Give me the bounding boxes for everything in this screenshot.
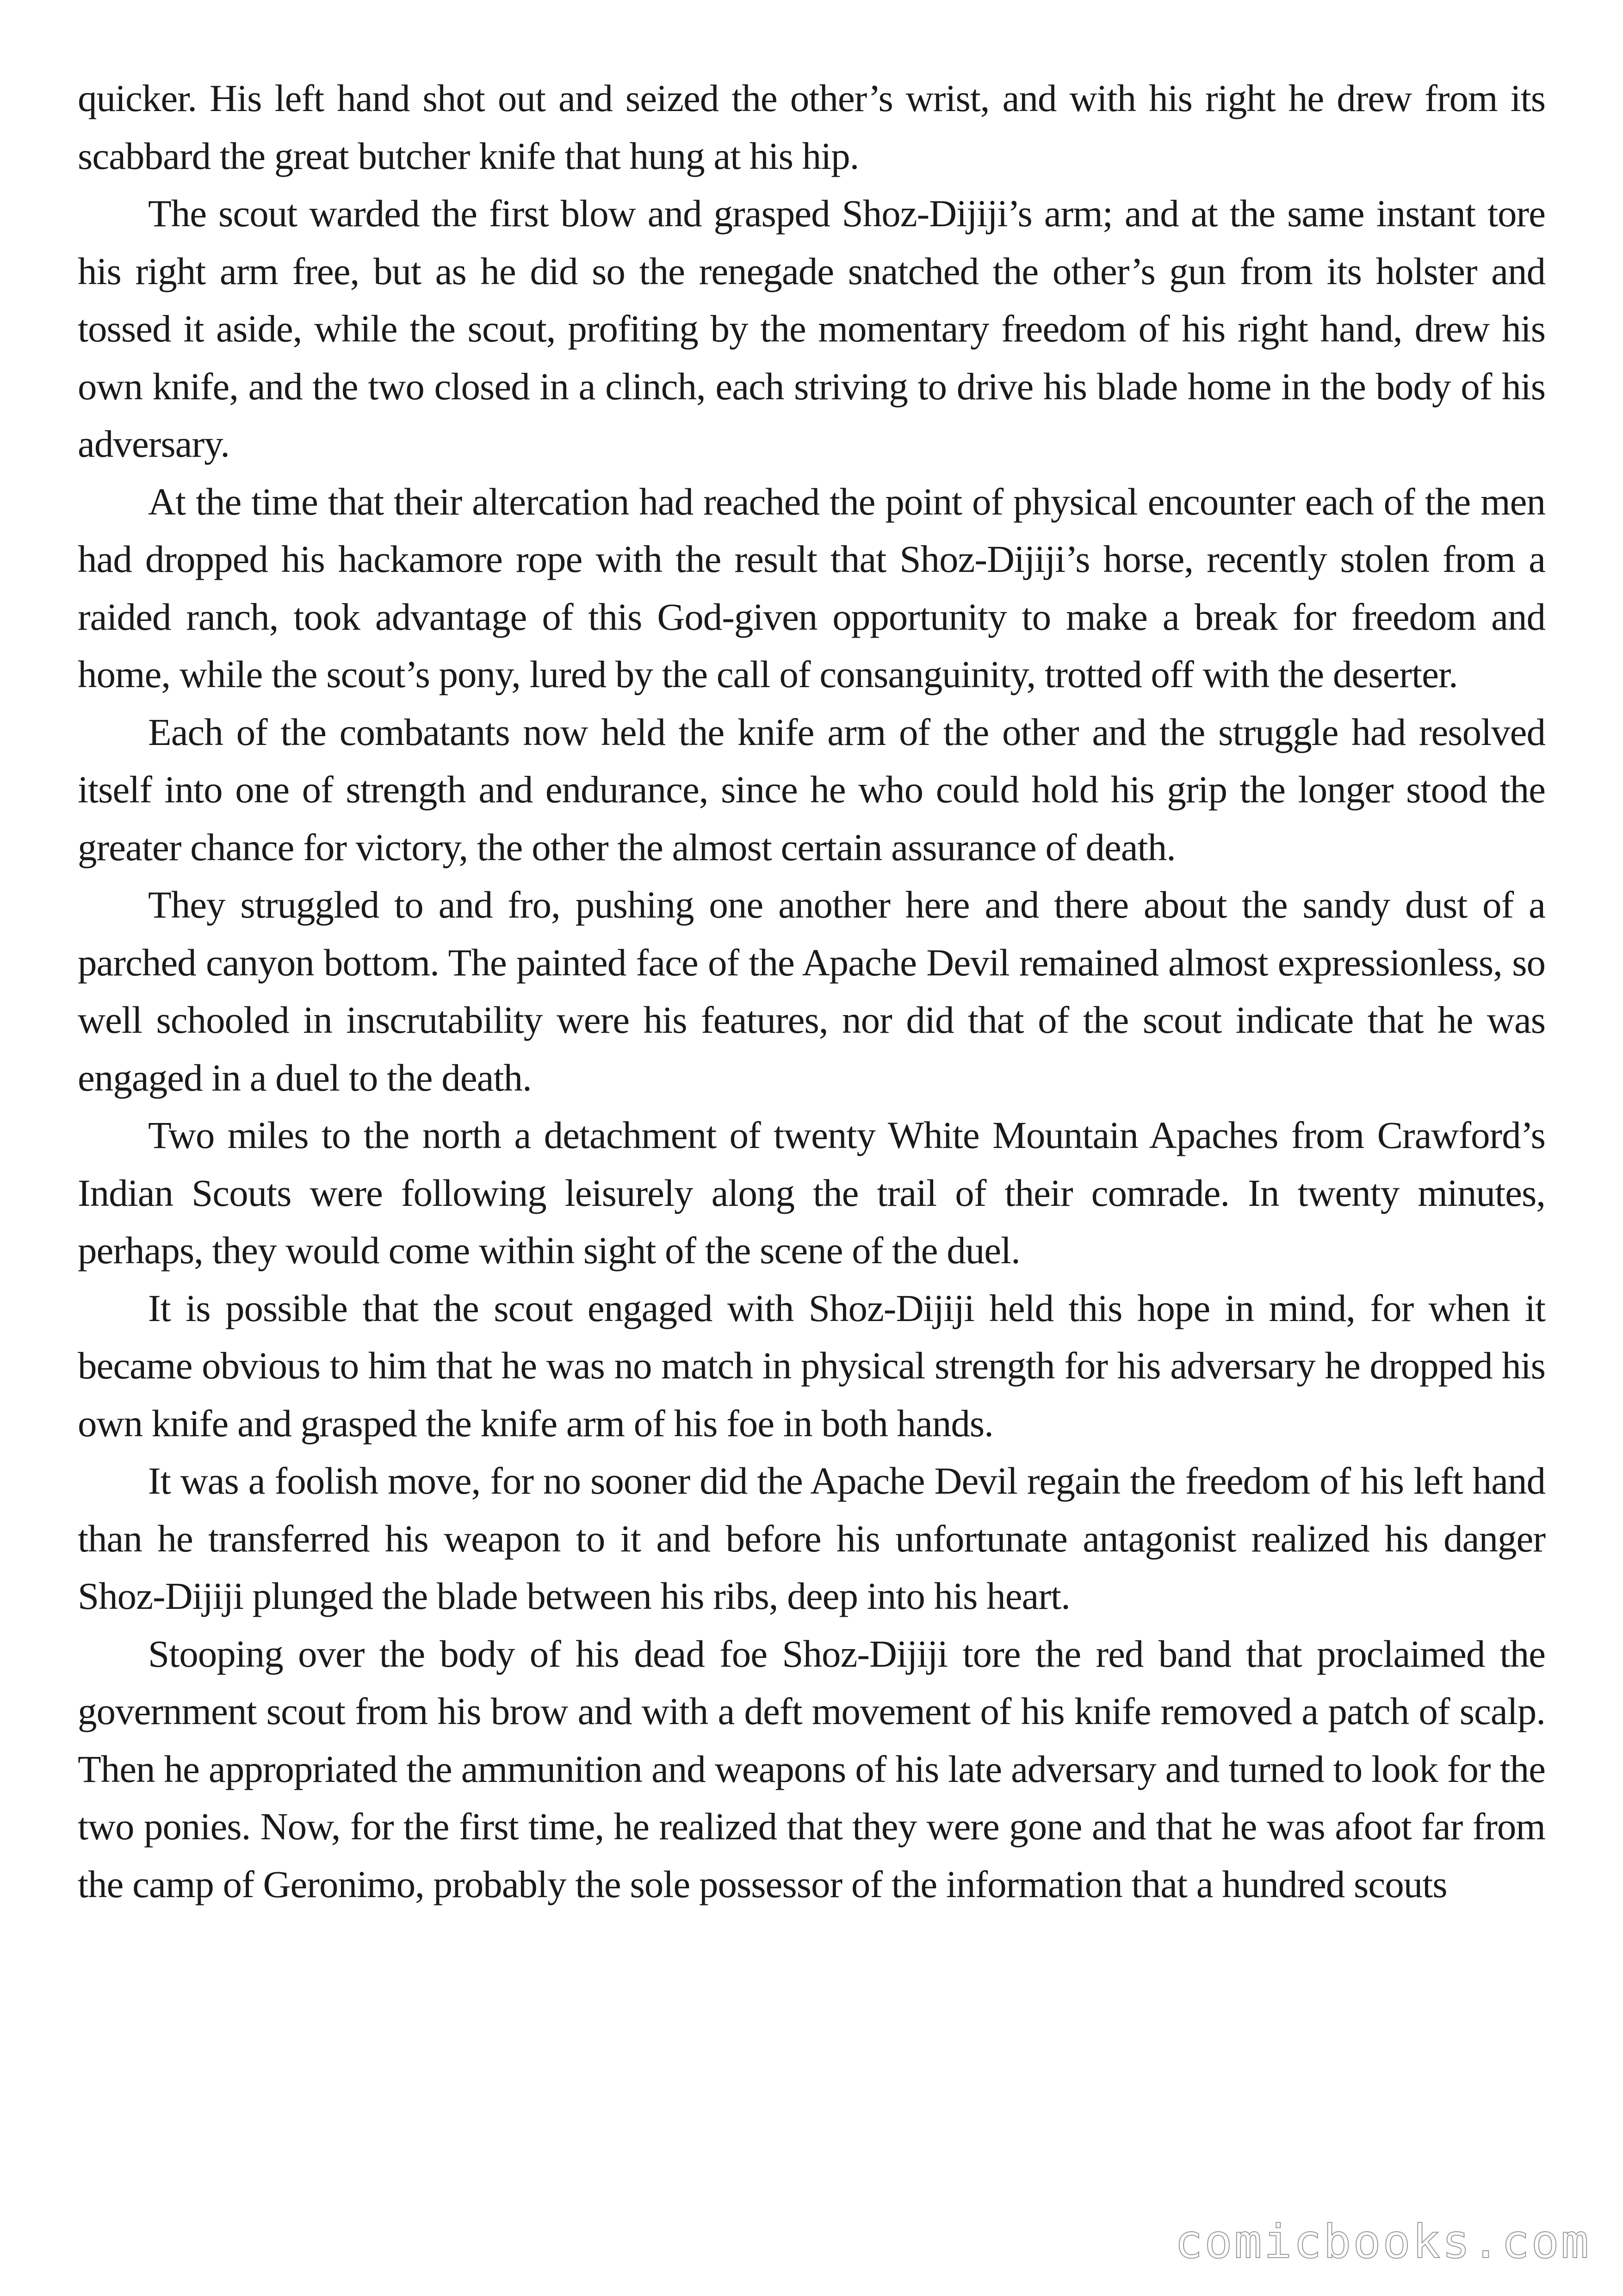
- paragraph-5: They struggled to and fro, pushing one another here and there about the sandy dust of a parched canyon bottom. The painted face of the Apache Devil remained almost expressionless, so well schooled in inscrutability were his features, nor did that of the scout indicate that he was engaged in a duel to the death.: [78, 883, 1545, 1099]
- paragraph-6: Two miles to the north a detachment of twenty White Mountain Apaches from Crawford’s Indian Scouts were following leisurely along the trail of their comrade. In twenty minutes, perhaps, they would come within sight of the scene of the duel.: [78, 1114, 1545, 1272]
- paragraph-9: Stooping over the body of his dead foe Shoz-Dijiji tore the red band that proclaimed the government scout from his brow and with a deft movement of his knife removed a patch of scalp. Then he appropriated the ammunition and weapons of his late adversary and turned to look for the two ponies. Now, for the first time, he realized that they were gone and that he was afoot far from the camp of Geronimo, probably the sole possessor of the information that a hundred scouts: [78, 1632, 1545, 1905]
- paragraph-3: At the time that their altercation had reached the point of physical encounter each of the men had dropped his hackamore rope with the result that Shoz-Dijiji’s horse, recently stolen from a raided ranch, took advantage of this God-given opportunity to make a break for freedom and home, while the scout’s pony, lured by the call of consanguinity, trotted off with the deserter.: [78, 480, 1545, 695]
- paragraph-7: It is possible that the scout engaged with Shoz-Dijiji held this hope in mind, for when it became obvious to him that he was no match in physical strength for his adversary he dropped his own knife and grasped the knife arm of his foe in both hands.: [78, 1286, 1545, 1445]
- paragraph-1: quicker. His left hand shot out and seized the other’s wrist, and with his right he drew from its scabbard the great butcher knife that hung at his hip.: [78, 77, 1545, 177]
- paragraph-2: The scout warded the first blow and grasped Shoz-Dijiji’s arm; and at the same instant tore his right arm free, but as he did so the renegade snatched the other’s gun from its holster and tossed it aside, while the scout, profiting by the momentary freedom of his right hand, drew his own knife, and the two closed in a clinch, each striving to drive his blade home in the body of his adversary.: [78, 192, 1545, 465]
- paragraph-8: It was a foolish move, for no sooner did the Apache Devil regain the freedom of his left hand than he transferred his weapon to it and before his unfortunate antagonist realized his danger Shoz-Dijiji plunged the blade between his ribs, deep into his heart.: [78, 1459, 1545, 1617]
- paragraph-4: Each of the combatants now held the knife arm of the other and the struggle had resolved itself into one of strength and endurance, since he who could hold his grip the longer stood the greater chance for victory, the other the almost certain assurance of death.: [78, 710, 1545, 869]
- watermark: comicbooks.com: [1175, 2215, 1591, 2269]
- page-text: [78, 69, 1545, 1913]
